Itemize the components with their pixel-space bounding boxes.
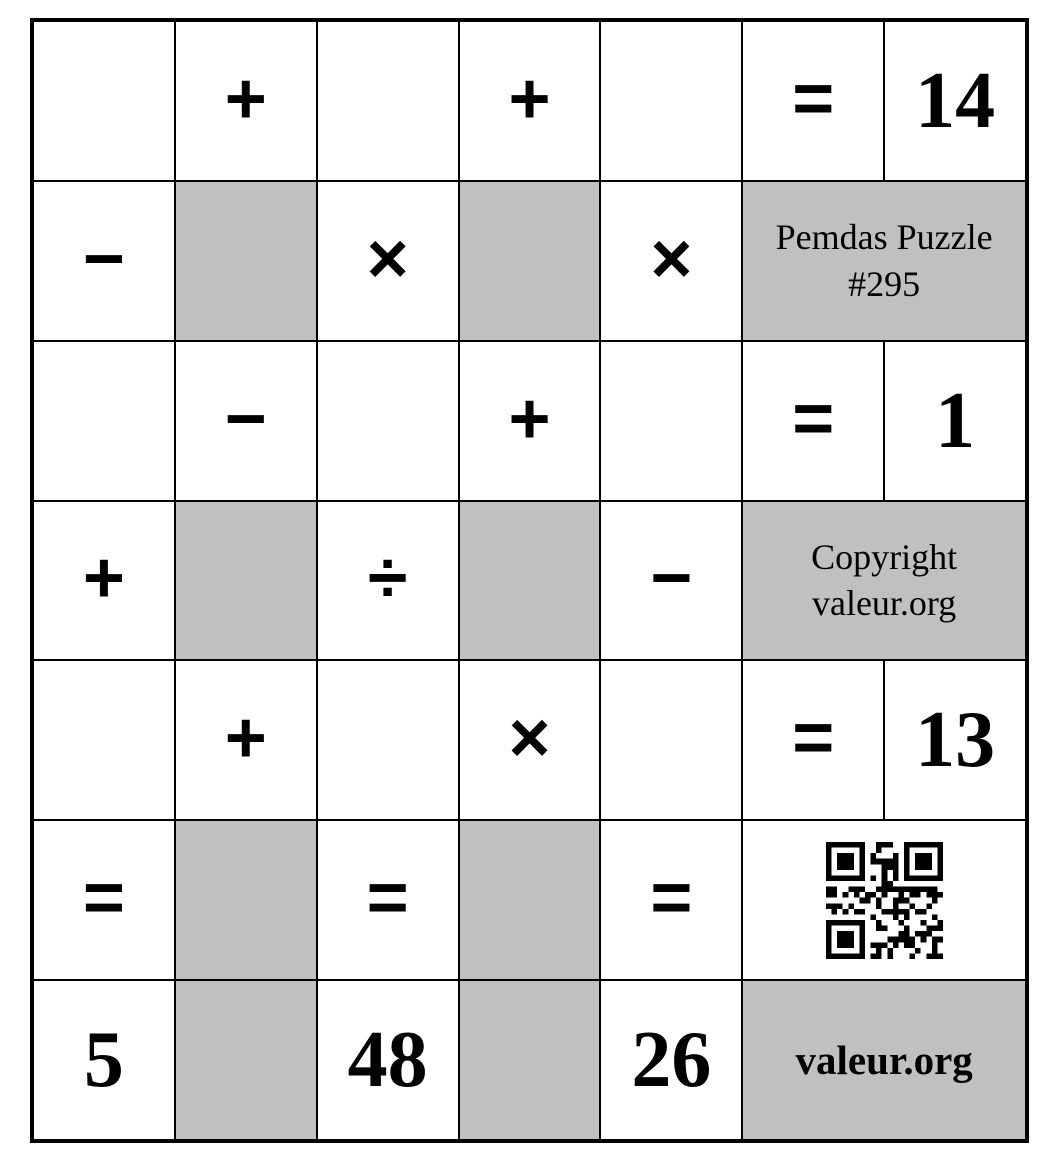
empty-cell [600,660,742,820]
qr-cell [742,820,1026,980]
empty-cell [175,501,317,661]
operator-symbol: − [650,538,693,619]
result-number-cell [884,660,1026,820]
copyright-text [811,534,957,628]
operator-cell [175,341,317,501]
operator-cell [742,660,884,820]
operator-symbol: − [82,218,125,299]
operator-symbol: + [508,58,551,139]
empty-cell [459,980,601,1140]
operator-symbol: × [650,218,693,299]
operator-cell [317,501,459,661]
empty-cell [33,21,175,181]
operator-cell [600,501,742,661]
operator-cell [33,501,175,661]
empty-cell [175,980,317,1140]
operator-cell [33,181,175,341]
empty-cell [33,341,175,501]
operator-cell [742,21,884,181]
operator-symbol: = [792,58,835,139]
operator-symbol: + [224,58,267,139]
site-name-text: valeur.org [795,1036,973,1083]
operator-symbol: = [82,858,125,939]
operator-cell [317,181,459,341]
empty-cell [175,181,317,341]
empty-cell [459,820,601,980]
copyright-cell [742,501,1026,661]
result-number-cell [33,980,175,1140]
empty-cell [175,820,317,980]
operator-cell [600,181,742,341]
operator-symbol: = [366,858,409,939]
result-number: 26 [631,1016,712,1105]
result-number-cell [884,21,1026,181]
copyright-line-1: Copyright [811,536,958,577]
operator-symbol: + [224,698,267,779]
operator-symbol: ÷ [367,538,408,619]
operator-symbol: × [366,218,409,299]
qr-code [826,842,943,959]
operator-cell [317,820,459,980]
empty-cell [317,341,459,501]
title-text [776,214,993,308]
operator-cell [459,21,601,181]
empty-cell [600,341,742,501]
puzzle-grid [30,18,1029,1143]
result-number-cell [884,341,1026,501]
empty-cell [317,660,459,820]
result-number: 48 [347,1016,428,1105]
operator-cell [600,820,742,980]
operator-symbol: = [650,858,693,939]
empty-cell [600,21,742,181]
operator-symbol: + [508,378,551,459]
empty-cell [459,501,601,661]
operator-symbol: = [792,698,835,779]
operator-cell [33,820,175,980]
operator-cell [459,341,601,501]
site-name-cell [742,980,1026,1140]
copyright-line-2: valeur.org [811,583,957,624]
result-number: 13 [915,696,996,785]
empty-cell [33,660,175,820]
operator-cell [459,660,601,820]
operator-cell [175,660,317,820]
result-number: 1 [935,376,976,465]
empty-cell [317,21,459,181]
title-line-2: #295 [848,263,921,304]
result-number: 14 [915,56,996,145]
puzzle-title-cell [742,181,1026,341]
operator-symbol: + [82,538,125,619]
empty-cell [459,181,601,341]
operator-symbol: = [792,378,835,459]
result-number: 5 [83,1016,124,1105]
operator-cell [742,341,884,501]
result-number-cell [317,980,459,1140]
title-line-1: Pemdas Puzzle [775,216,993,257]
result-number-cell [600,980,742,1140]
operator-symbol: × [508,698,551,779]
operator-cell [175,21,317,181]
operator-symbol: − [224,378,267,459]
